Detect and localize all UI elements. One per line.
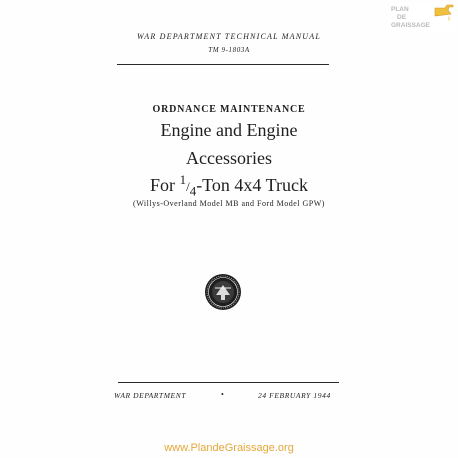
footer-bullet: • bbox=[221, 390, 224, 399]
fraction-numerator: 1 bbox=[179, 172, 187, 187]
oil-can-logo-icon bbox=[389, 2, 456, 32]
war-department-seal-icon bbox=[204, 273, 242, 311]
title-line-1: Engine and Engine bbox=[160, 120, 298, 140]
manual-series-header: WAR DEPARTMENT TECHNICAL MANUAL bbox=[137, 32, 321, 41]
manual-number: TM 9-1803A bbox=[208, 46, 250, 54]
logo-text-graissage: GRAISSAGE bbox=[391, 22, 431, 29]
footer-rule bbox=[118, 382, 339, 383]
header-rule bbox=[117, 64, 329, 65]
title-line-2: Accessories bbox=[186, 148, 272, 168]
title-line-3 bbox=[0, 172, 458, 200]
logo-text-plan: PLAN bbox=[391, 6, 409, 13]
category-heading: ORDNANCE MAINTENANCE bbox=[152, 104, 306, 115]
vehicle-models-subtitle: (Willys-Overland Model MB and Ford Model GPW) bbox=[133, 199, 325, 208]
footer-publisher: WAR DEPARTMENT bbox=[114, 391, 187, 400]
fraction-denominator: 4 bbox=[189, 183, 197, 199]
fraction-slash: / bbox=[186, 179, 190, 194]
logo-text-de: DE bbox=[397, 14, 407, 21]
title-line-3-prefix: For bbox=[150, 175, 180, 195]
title-line-3-suffix: -Ton 4x4 Truck bbox=[196, 175, 308, 195]
footer-date: 24 FEBRUARY 1944 bbox=[258, 391, 331, 400]
watermark-url-link[interactable]: www.PlandeGraissage.org bbox=[164, 442, 294, 454]
